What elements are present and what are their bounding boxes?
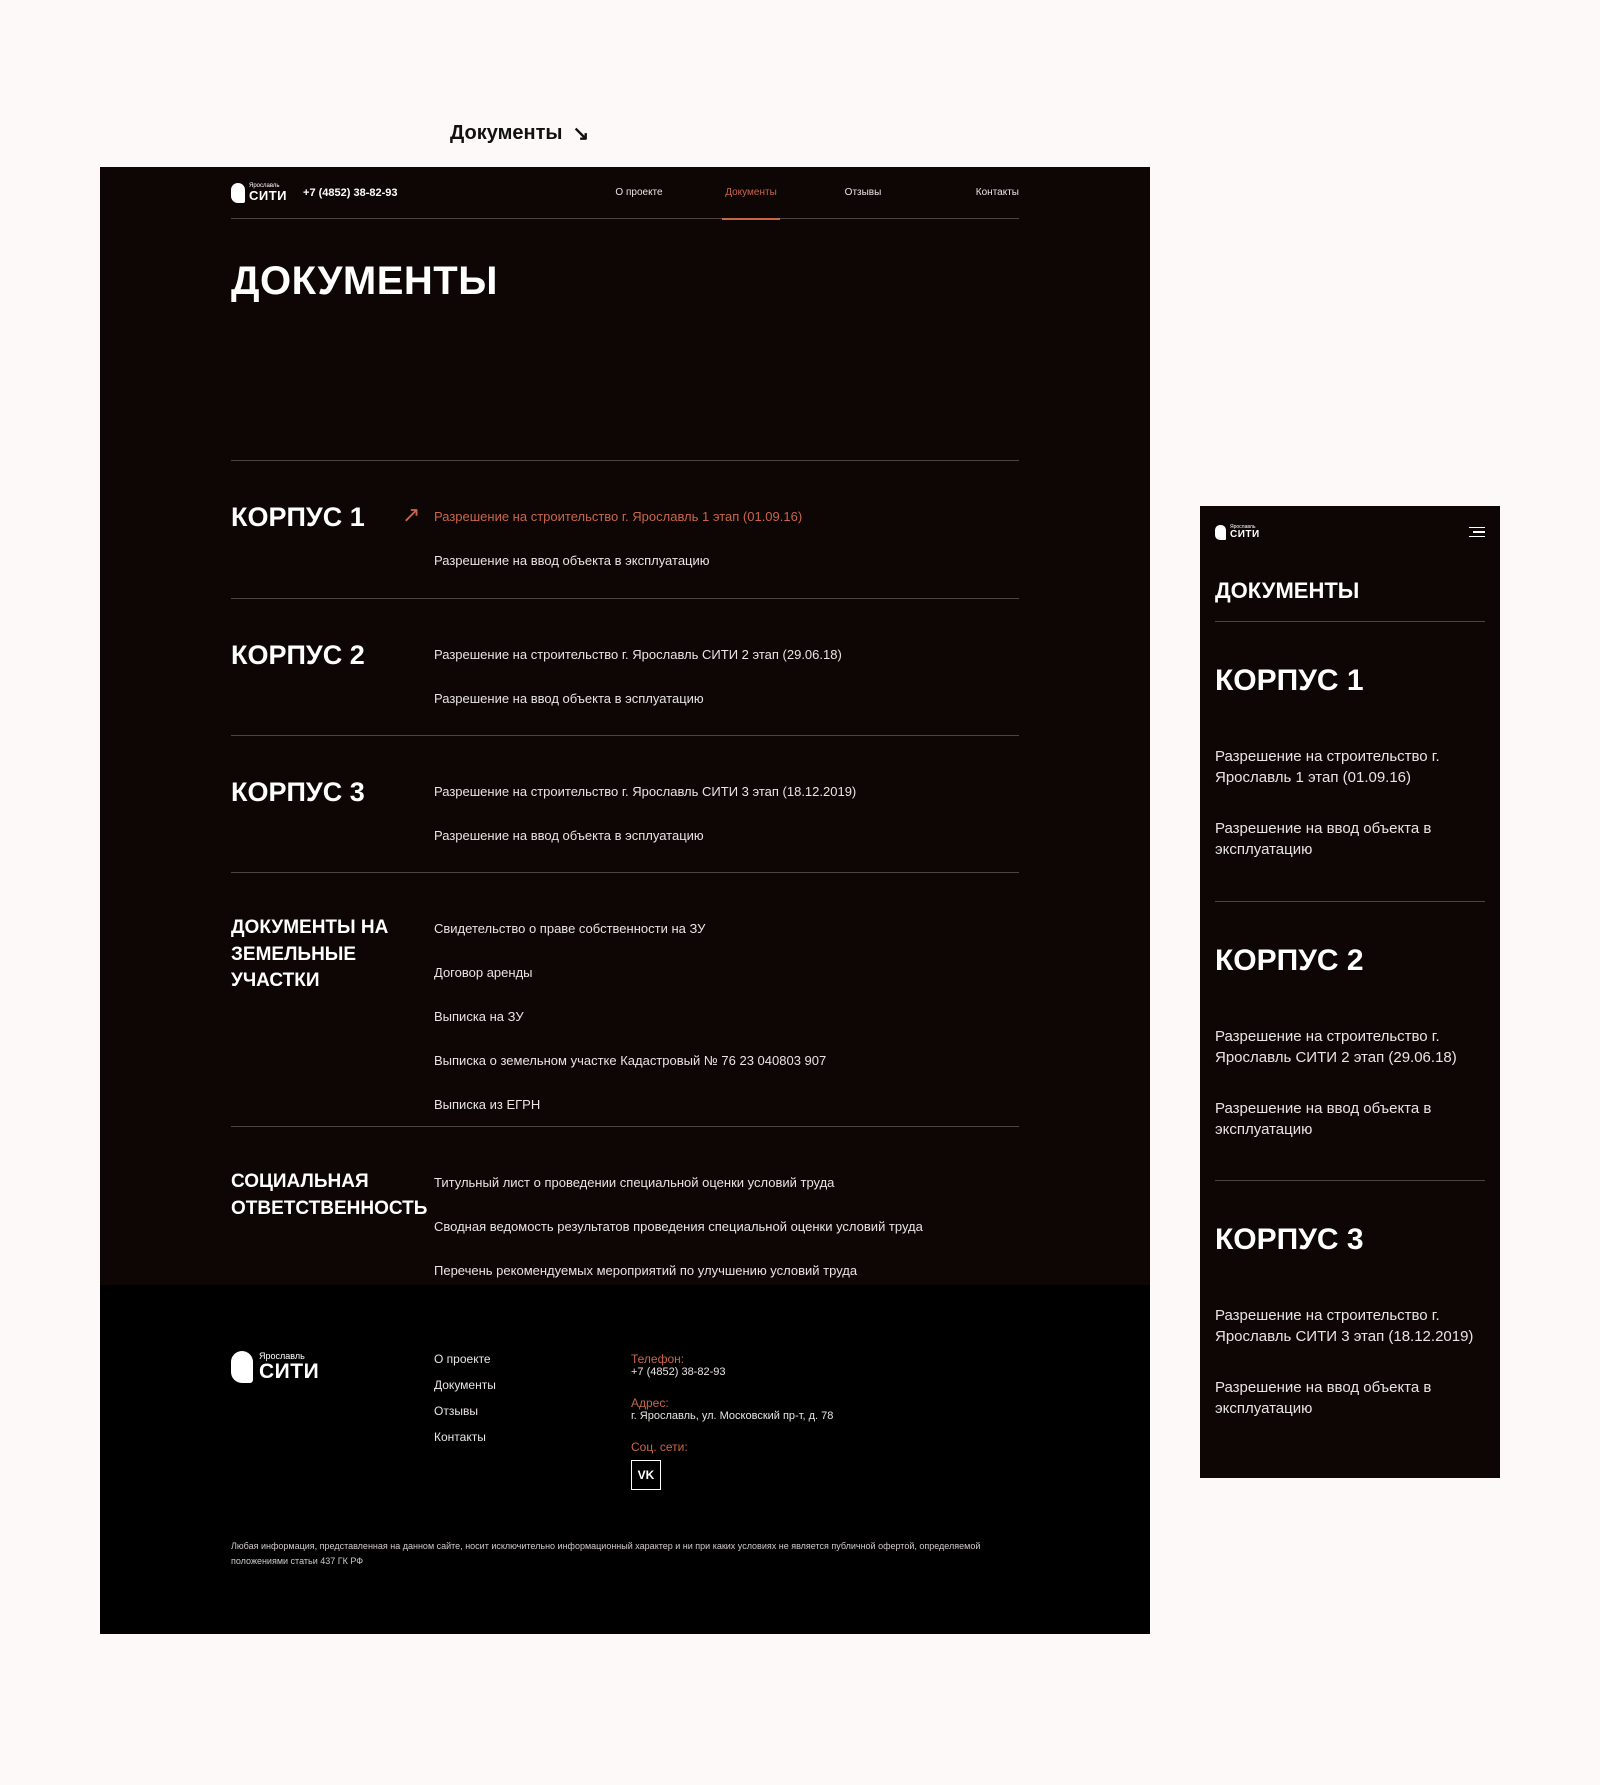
document-link[interactable]: Договор аренды	[434, 965, 533, 980]
logo-small-text: Ярославль	[249, 183, 280, 189]
document-link[interactable]: Разрешение на строительство г. Ярославль СИТИ 3 этап (18.12.2019)	[434, 784, 857, 799]
main-nav	[583, 167, 1019, 219]
arrow-down-right-icon: ↘	[572, 123, 590, 145]
document-link[interactable]: Разрешение на строительство г. Ярославль СИТИ 2 этап (29.06.18)	[1215, 1028, 1457, 1066]
document-list	[434, 921, 826, 1141]
mobile-page-title: ДОКУМЕНТЫ	[1215, 578, 1360, 603]
section-heading: ДОКУМЕНТЫ НА ЗЕМЕЛЬНЫЕ УЧАСТКИ	[231, 917, 389, 992]
mobile-section-building-3	[1215, 1180, 1485, 1478]
phone-label: Телефон:	[631, 1352, 685, 1366]
vk-icon[interactable]: VK	[631, 1460, 661, 1490]
page-title: ДОКУМЕНТЫ	[231, 259, 498, 303]
site-header	[231, 167, 1019, 219]
document-link[interactable]: Разрешение на ввод объекта в эсплуатацию	[434, 691, 704, 706]
document-link[interactable]: Разрешение на ввод объекта в эксплуатацию	[1215, 820, 1432, 858]
document-link[interactable]: Выписка о земельном участке Кадастровый № 76 23 040803 907	[434, 1053, 827, 1068]
logo-big-text: СИТИ	[1230, 528, 1260, 540]
section-heading: КОРПУС 1	[1215, 664, 1364, 697]
section-social-responsibility	[231, 1126, 1019, 1285]
address-label: Адрес:	[631, 1396, 669, 1410]
logo-small-text: Ярославль	[259, 1351, 305, 1361]
document-link[interactable]: Разрешение на ввод объекта в эксплуатацию	[434, 553, 710, 568]
footer-nav-documents[interactable]: Документы	[434, 1378, 496, 1392]
nav-item-about[interactable]: О проекте	[615, 186, 663, 198]
section-heading: КОРПУС 2	[1215, 944, 1364, 977]
footer-contacts	[631, 1352, 833, 1490]
section-building-2	[231, 598, 1019, 735]
nav-item-reviews[interactable]: Отзывы	[844, 186, 882, 198]
logo-mark-icon	[1215, 525, 1226, 540]
nav-item-contacts[interactable]: Контакты	[975, 186, 1019, 198]
logo-big-text: СИТИ	[249, 188, 288, 203]
document-link[interactable]: Свидетельство о праве собственности на ЗУ	[434, 921, 706, 936]
footer-nav-reviews[interactable]: Отзывы	[434, 1404, 478, 1418]
document-link-label: Разрешение на строительство г. Ярославль 1 этап (01.09.16)	[434, 509, 803, 524]
social-label: Соц. сети:	[631, 1440, 688, 1454]
logo-mark-icon	[231, 1351, 253, 1383]
desktop-mockup	[100, 167, 1150, 1634]
section-heading: КОРПУС 1	[231, 502, 365, 532]
document-link[interactable]: Выписка на ЗУ	[434, 1009, 524, 1024]
logo-mark-icon	[231, 183, 245, 203]
section-heading: КОРПУС 3	[1215, 1223, 1364, 1256]
footer-nav-contacts[interactable]: Контакты	[434, 1430, 486, 1444]
document-link[interactable]: Разрешение на ввод объекта в эсплуатацию	[434, 828, 704, 843]
mobile-logo[interactable]	[1215, 525, 1260, 540]
section-heading: КОРПУС 2	[231, 640, 365, 670]
footer-disclaimer: Любая информация, представленная на данном сайте, носит исключительно информационный характер и ни при каких условиях не является публичной офертой, определяемой положениями статьи 437 ГК РФ	[231, 1541, 981, 1567]
footer-logo[interactable]	[231, 1351, 319, 1383]
showcase-caption-label: Документы	[450, 122, 563, 144]
document-link[interactable]: Перечень рекомендуемых мероприятий по улучшению условий труда	[434, 1263, 858, 1278]
section-building-1	[231, 460, 1019, 598]
section-building-3	[231, 735, 1019, 872]
document-list	[1215, 1026, 1485, 1170]
site-footer	[100, 1285, 1150, 1634]
logo-small-text: Ярославль	[1230, 523, 1256, 530]
document-link[interactable]: Разрешение на ввод объекта в эксплуатацию	[1215, 1100, 1432, 1138]
menu-icon[interactable]	[1469, 527, 1485, 538]
footer-phone-link[interactable]: +7 (4852) 38-82-93	[631, 1366, 726, 1378]
section-heading: КОРПУС 3	[231, 777, 365, 807]
nav-item-documents[interactable]: Документы	[695, 167, 807, 219]
document-link[interactable]: Сводная ведомость результатов проведения специальной оценки условий труда	[434, 1219, 923, 1234]
document-link[interactable]: Разрешение на ввод объекта в эксплуатацию	[1215, 1379, 1432, 1417]
mobile-mockup	[1200, 506, 1500, 1478]
document-list	[402, 502, 803, 597]
document-link[interactable]: Разрешение на строительство г. Ярославль СИТИ 2 этап (29.06.18)	[434, 647, 842, 662]
section-heading: СОЦИАЛЬНАЯ ОТВЕТСТВЕННОСТЬ	[231, 1171, 428, 1219]
footer-nav-about[interactable]: О проекте	[434, 1352, 491, 1366]
document-list	[1215, 1305, 1485, 1449]
document-link[interactable]: Разрешение на строительство г. Ярославль СИТИ 3 этап (18.12.2019)	[1215, 1307, 1474, 1345]
arrow-up-right-icon: ↗	[402, 502, 421, 527]
showcase-caption	[450, 121, 589, 146]
mobile-section-building-1	[1215, 621, 1485, 901]
document-list	[434, 647, 842, 735]
site-logo[interactable]	[231, 183, 287, 203]
document-list	[434, 784, 856, 872]
document-link[interactable]	[402, 502, 803, 553]
document-list	[1215, 746, 1485, 890]
section-land-plots	[231, 872, 1019, 1126]
document-link[interactable]: Выписка из ЕГРН	[434, 1097, 541, 1112]
footer-nav	[434, 1352, 496, 1456]
document-link[interactable]: Разрешение на строительство г. Ярославль 1 этап (01.09.16)	[1215, 748, 1440, 786]
mobile-header	[1215, 522, 1485, 542]
document-link[interactable]: Титульный лист о проведении специальной оценки условий труда	[434, 1175, 835, 1190]
footer-address: г. Ярославль, ул. Московский пр-т, д. 78	[631, 1410, 834, 1422]
logo-big-text: СИТИ	[259, 1360, 320, 1383]
mobile-section-building-2	[1215, 901, 1485, 1180]
header-phone-link[interactable]: +7 (4852) 38-82-93	[303, 186, 398, 199]
